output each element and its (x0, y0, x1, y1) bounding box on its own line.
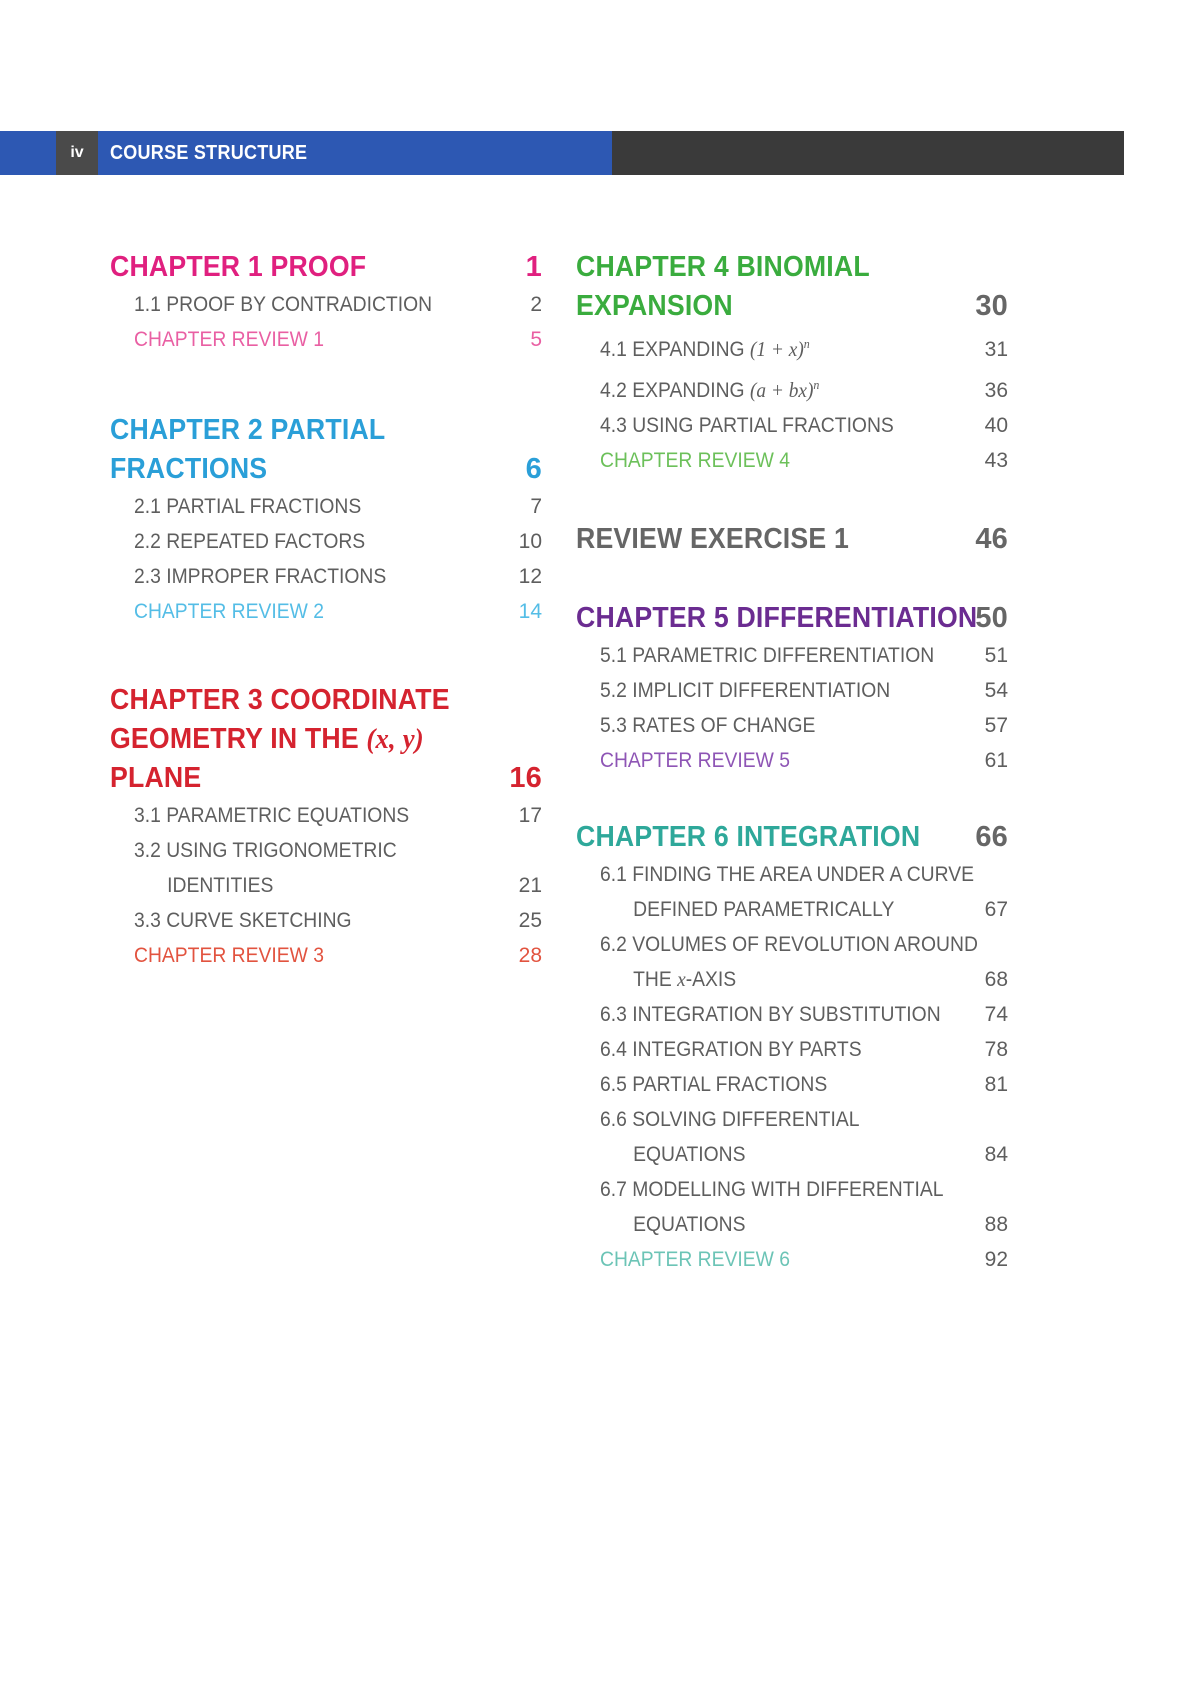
toc-item-title-cont: THE x-AXIS (633, 967, 737, 991)
math-x: x (677, 967, 686, 991)
toc-item-6-1[interactable] (576, 857, 1008, 927)
chapter-5-page: 50 (975, 602, 1008, 634)
toc-item-6-5[interactable] (576, 1067, 1008, 1102)
review-page: 5 (530, 328, 542, 351)
chapter-review-1[interactable] (110, 322, 542, 357)
review-exercise-page: 46 (975, 523, 1008, 555)
chapter-review-4[interactable] (576, 443, 1008, 478)
header-bar (0, 131, 1124, 175)
toc-item-title: 6.5 PARTIAL FRACTIONS (600, 1073, 828, 1096)
review-exercise-title: REVIEW EXERCISE 1 (576, 523, 849, 555)
section-title: COURSE STRUCTURE (110, 142, 308, 164)
review-exercise-1[interactable] (576, 520, 1008, 559)
toc-item-4-1[interactable] (576, 326, 1008, 367)
math-superscript: n (803, 336, 810, 351)
chapter-1-page: 1 (525, 251, 542, 283)
toc-item-page: 68 (984, 968, 1008, 991)
chapter-4-page: 30 (975, 290, 1008, 322)
toc-item-page: 84 (984, 1143, 1008, 1166)
review-title: CHAPTER REVIEW 2 (134, 600, 325, 623)
toc-item-5-1[interactable] (576, 638, 1008, 673)
toc-item-title-cont: EQUATIONS (633, 1143, 746, 1166)
toc-item-title-cont: IDENTITIES (167, 874, 274, 897)
chapter-5-title: CHAPTER 5 DIFFERENTIATION (576, 602, 978, 634)
toc-item-title: 6.2 VOLUMES OF REVOLUTION AROUND (600, 933, 978, 956)
review-title: CHAPTER REVIEW 6 (600, 1248, 791, 1271)
toc-item-page: 88 (984, 1213, 1008, 1236)
toc-item-page: 36 (984, 379, 1008, 402)
toc-item-6-2[interactable] (576, 927, 1008, 997)
review-title: CHAPTER REVIEW 4 (600, 449, 791, 472)
toc-item-5-3[interactable] (576, 708, 1008, 743)
chapter-2-heading[interactable] (110, 411, 542, 489)
toc-item-title: 4.2 EXPANDING (a + bx)$^n$ (600, 377, 820, 402)
toc-item-4-2[interactable] (576, 367, 1008, 408)
chapter-4-heading[interactable] (576, 248, 1008, 326)
toc-item-title: 5.2 IMPLICIT DIFFERENTIATION (600, 679, 891, 702)
chapter-3-title-line1: CHAPTER 3 COORDINATE (110, 684, 450, 716)
toc-item-title: 2.1 PARTIAL FRACTIONS (134, 495, 362, 518)
toc-left-column (110, 248, 542, 973)
toc-item-6-7[interactable] (576, 1172, 1008, 1242)
review-page: 43 (984, 449, 1008, 472)
toc-item-5-2[interactable] (576, 673, 1008, 708)
toc-item-page: 81 (984, 1073, 1008, 1096)
toc-item-title: 6.6 SOLVING DIFFERENTIAL (600, 1108, 860, 1131)
toc-item-title: 5.1 PARAMETRIC DIFFERENTIATION (600, 644, 935, 667)
toc-item-page: 2 (530, 293, 542, 316)
toc-item-title: 4.1 EXPANDING $(1 + x)^n$ (600, 336, 810, 361)
toc-item-page: 21 (518, 874, 542, 897)
math-superscript: n (813, 377, 820, 392)
chapter-review-5[interactable] (576, 743, 1008, 778)
chapter-1-heading[interactable] (110, 248, 542, 287)
toc-item-page: 78 (984, 1038, 1008, 1061)
toc-item-page: 67 (984, 898, 1008, 921)
toc-item-page: 51 (984, 644, 1008, 667)
toc-item-page: 10 (518, 530, 542, 553)
review-page: 92 (984, 1248, 1008, 1271)
chapter-3-heading[interactable] (110, 681, 542, 798)
chapter-2-title-line2: FRACTIONS (110, 453, 268, 485)
toc-item-6-4[interactable] (576, 1032, 1008, 1067)
chapter-review-3[interactable] (110, 938, 542, 973)
chapter-1-title: CHAPTER 1 PROOF (110, 251, 367, 283)
toc-item-title: 5.3 RATES OF CHANGE (600, 714, 816, 737)
chapter-6-title: CHAPTER 6 INTEGRATION (576, 821, 921, 853)
review-title: CHAPTER REVIEW 1 (134, 328, 325, 351)
toc-item-page: 12 (518, 565, 542, 588)
chapter-6-page: 66 (975, 821, 1008, 853)
toc-item-title: 3.2 USING TRIGONOMETRIC (134, 839, 397, 862)
toc-item-page: 25 (518, 909, 542, 932)
toc-item-page: 7 (530, 495, 542, 518)
toc-item-title: 2.2 REPEATED FACTORS (134, 530, 366, 553)
toc-item-title: 2.3 IMPROPER FRACTIONS (134, 565, 387, 588)
toc-item-3-2[interactable] (110, 833, 542, 903)
toc-item-page: 17 (518, 804, 542, 827)
chapter-6-heading[interactable] (576, 818, 1008, 857)
math-xy: (x, y) (366, 723, 424, 755)
toc-item-title-cont: EQUATIONS (633, 1213, 746, 1236)
toc-right-column (576, 248, 1008, 1277)
toc-item-title: 6.7 MODELLING WITH DIFFERENTIAL (600, 1178, 944, 1201)
toc-item-page: 40 (984, 414, 1008, 437)
toc-item-page: 54 (984, 679, 1008, 702)
chapter-review-6[interactable] (576, 1242, 1008, 1277)
math-expression: (1 + x) (749, 337, 804, 361)
toc-item-title: 3.1 PARAMETRIC EQUATIONS (134, 804, 410, 827)
chapter-3-page: 16 (509, 762, 542, 794)
chapter-3-title-line2: GEOMETRY IN THE (x, y) (110, 723, 424, 755)
toc-item-2-2[interactable] (110, 524, 542, 559)
toc-item-3-1[interactable] (110, 798, 542, 833)
toc-item-title: 6.4 INTEGRATION BY PARTS (600, 1038, 862, 1061)
review-page: 61 (984, 749, 1008, 772)
chapter-4-title-line1: CHAPTER 4 BINOMIAL (576, 251, 870, 283)
toc-item-3-3[interactable] (110, 903, 542, 938)
toc-item-page: 57 (984, 714, 1008, 737)
toc-item-6-3[interactable] (576, 997, 1008, 1032)
toc-item-4-3[interactable] (576, 408, 1008, 443)
toc-item-page: 31 (984, 338, 1008, 361)
chapter-4-title-line2: EXPANSION (576, 290, 733, 322)
review-page: 14 (518, 600, 542, 623)
chapter-review-2[interactable] (110, 594, 542, 629)
chapter-3-title-line3: PLANE (110, 762, 202, 794)
chapter-2-page: 6 (525, 453, 542, 485)
review-page: 28 (518, 944, 542, 967)
toc-item-title: 4.3 USING PARTIAL FRACTIONS (600, 414, 894, 437)
chapter-2-title-line1: CHAPTER 2 PARTIAL (110, 414, 386, 446)
toc-item-title-cont: DEFINED PARAMETRICALLY (633, 898, 895, 921)
toc-item-2-3[interactable] (110, 559, 542, 594)
review-title: CHAPTER REVIEW 3 (134, 944, 325, 967)
toc-item-title: 6.3 INTEGRATION BY SUBSTITUTION (600, 1003, 941, 1026)
toc-item-title: 6.1 FINDING THE AREA UNDER A CURVE (600, 863, 974, 886)
review-title: CHAPTER REVIEW 5 (600, 749, 791, 772)
toc-item-1-1[interactable] (110, 287, 542, 322)
toc-item-2-1[interactable] (110, 489, 542, 524)
toc-item-title: 3.3 CURVE SKETCHING (134, 909, 352, 932)
page-number: iv (56, 131, 98, 175)
toc-item-page: 74 (984, 1003, 1008, 1026)
toc-item-6-6[interactable] (576, 1102, 1008, 1172)
chapter-5-heading[interactable] (576, 599, 1008, 638)
toc-item-title: 1.1 PROOF BY CONTRADICTION (134, 293, 433, 316)
math-expression: (a + bx) (749, 378, 814, 402)
